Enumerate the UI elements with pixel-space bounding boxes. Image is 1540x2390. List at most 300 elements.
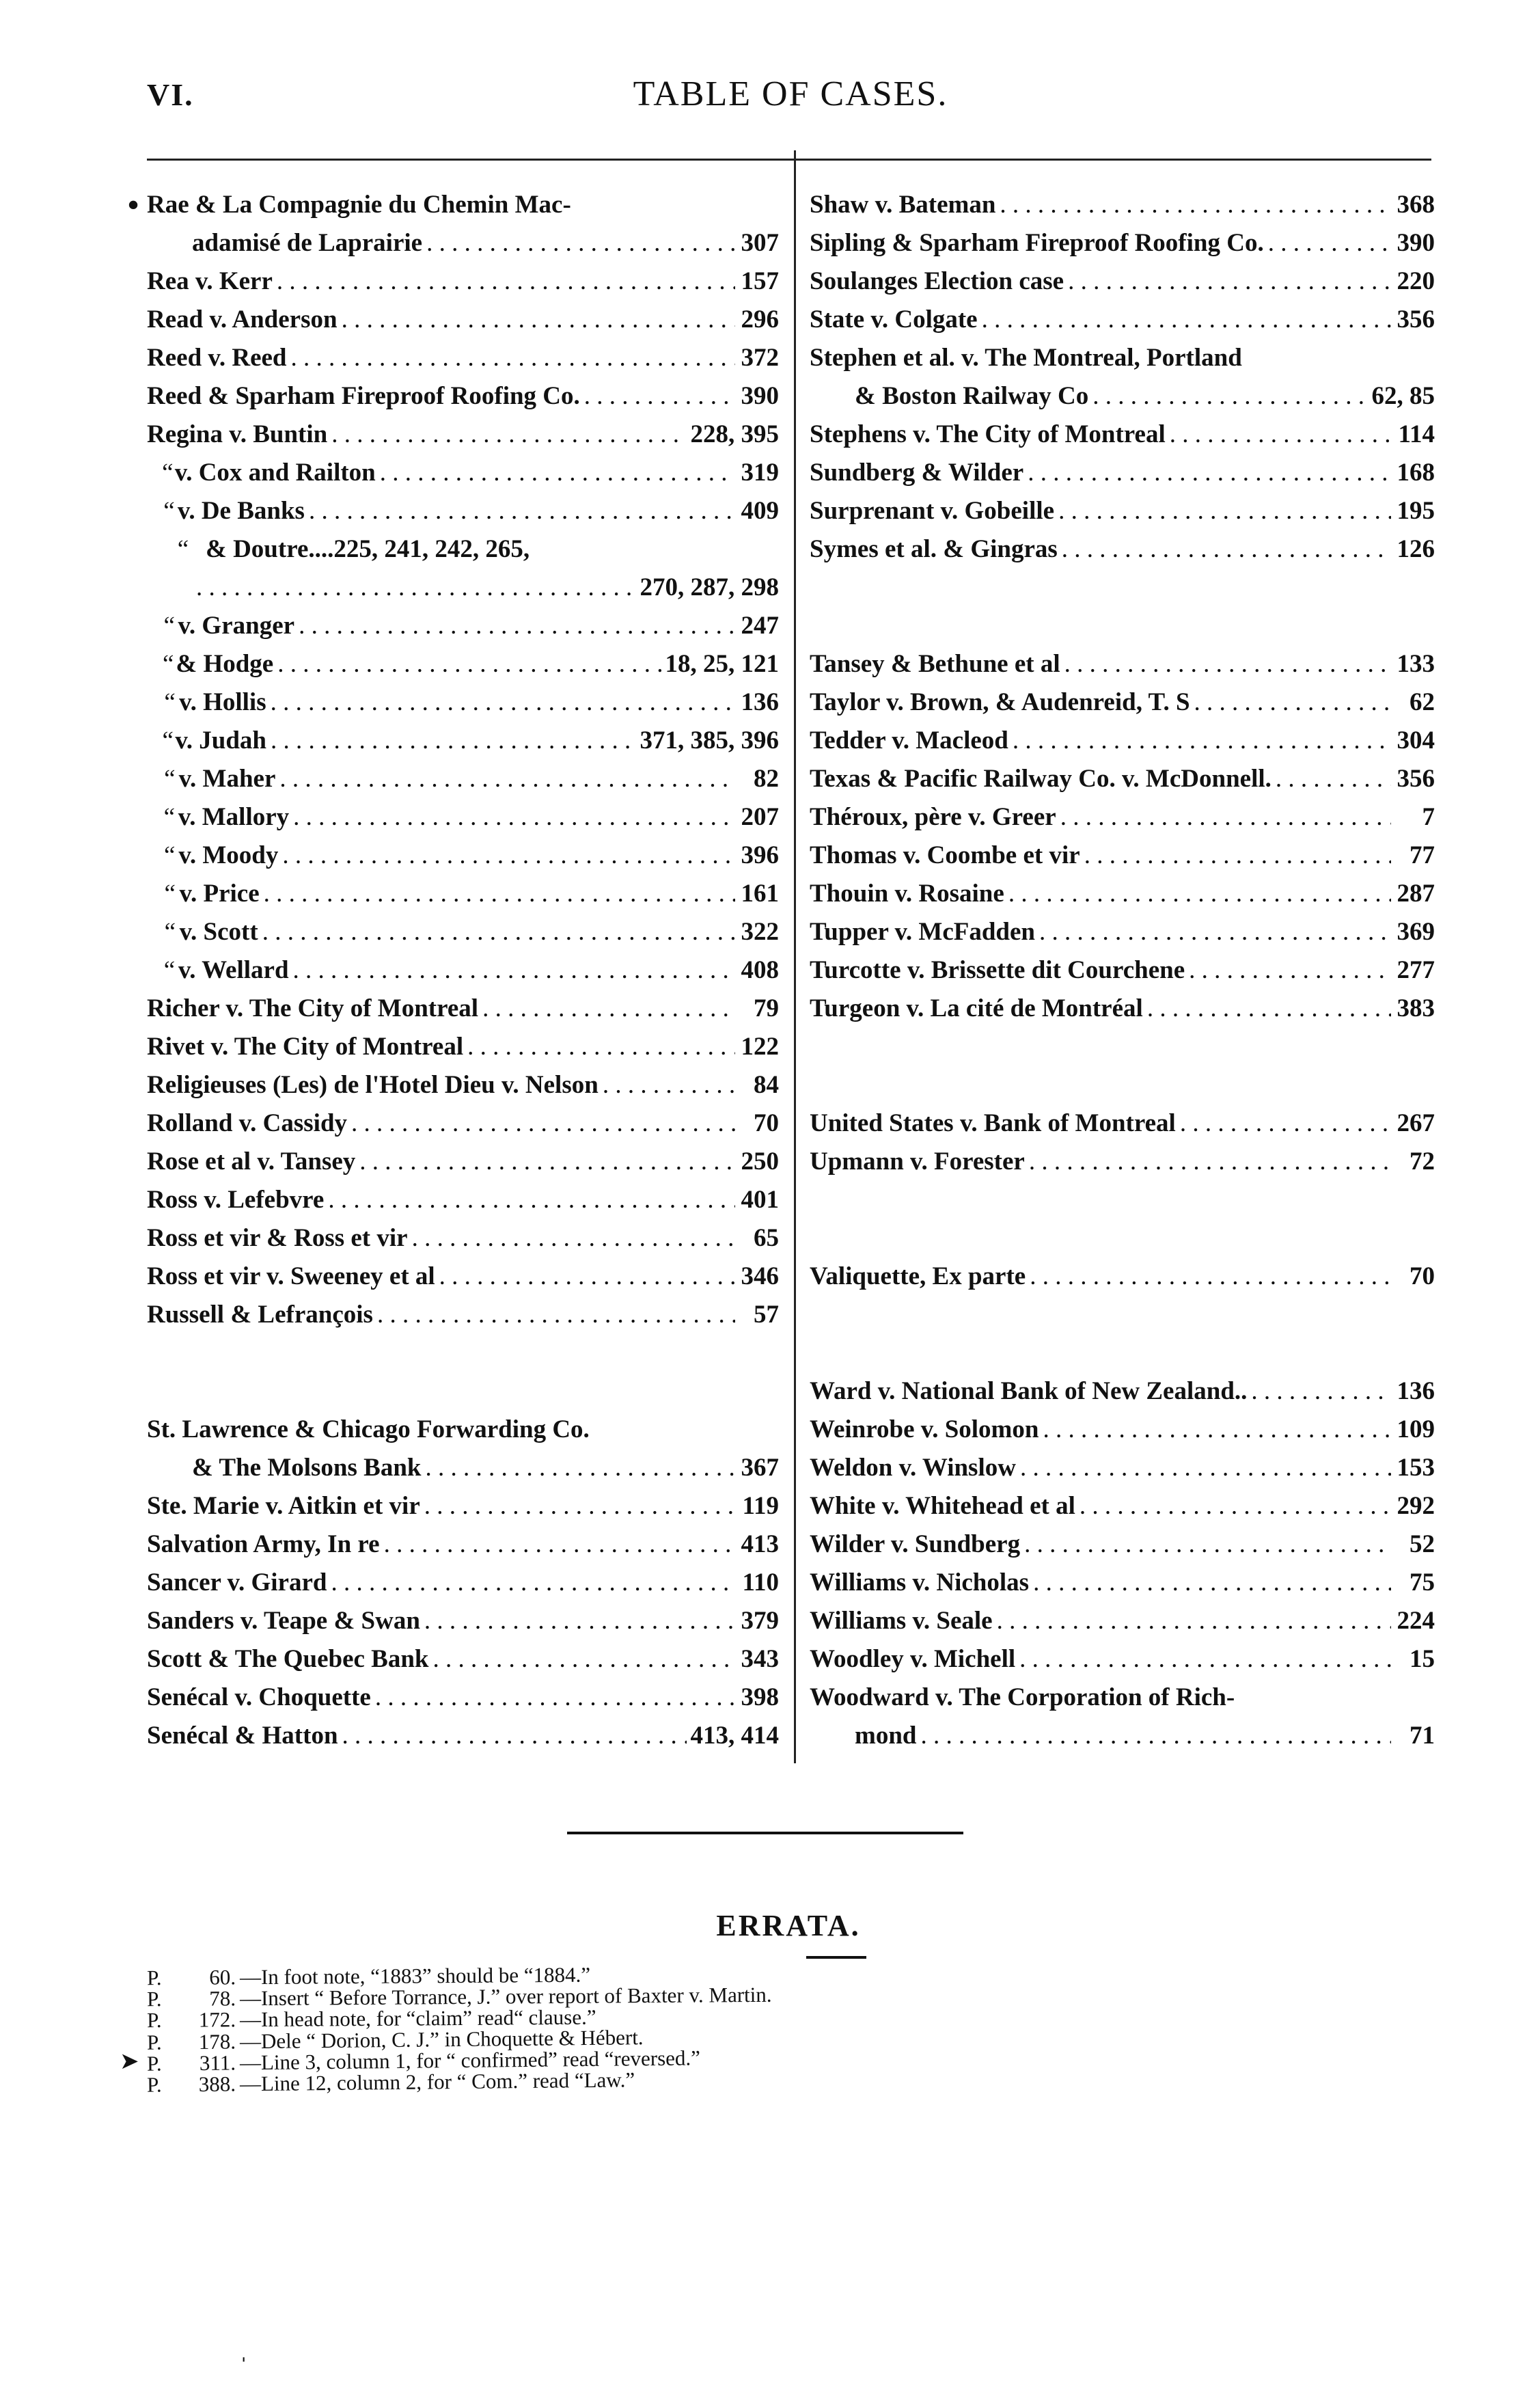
page-ref: 136 <box>1397 1377 1435 1405</box>
page-ref: 70 <box>754 1109 779 1137</box>
case-name: Rivet v. The City of Montreal <box>147 1033 464 1061</box>
dot-leader <box>342 301 735 339</box>
page-ref: 383 <box>1397 994 1435 1022</box>
case-name: v. De Banks <box>177 497 305 525</box>
column-divider <box>794 150 796 1763</box>
case-name: Symes et al. & Gingras <box>810 535 1058 563</box>
case-entry <box>810 454 1435 492</box>
case-name: v. Mallory <box>178 803 290 831</box>
case-entry <box>147 1066 779 1104</box>
dot-leader <box>328 1181 735 1219</box>
case-name: Taylor v. Brown, & Audenreid, T. S <box>810 688 1190 716</box>
case-entry <box>810 1525 1435 1564</box>
stray-mark: ˈ <box>239 2352 249 2382</box>
errata-p: P. <box>146 2072 162 2097</box>
dot-leader <box>482 990 735 1028</box>
case-name: Sipling & Sparham Fireproof Roofing Co. <box>810 229 1264 257</box>
page-ref: 396 <box>741 841 779 869</box>
case-name: Tupper v. McFadden <box>810 918 1036 946</box>
dot-leader <box>1064 645 1391 683</box>
case-name: Ste. Marie v. Aitkin et vir <box>147 1492 420 1520</box>
margin-mark: ➤ <box>120 2049 139 2074</box>
dot-leader <box>982 301 1391 339</box>
case-name: Stephen et al. v. The Montreal, Portland <box>810 344 1242 372</box>
dot-leader <box>380 454 735 492</box>
ditto-mark: “ <box>164 880 176 908</box>
page-ref: 153 <box>1397 1454 1435 1482</box>
case-entry <box>810 683 1435 722</box>
dot-leader <box>384 1525 735 1564</box>
case-entry <box>147 1602 779 1640</box>
case-entry <box>147 1104 779 1143</box>
dot-leader <box>1068 262 1391 301</box>
errata-page-number: 311. <box>199 2050 236 2075</box>
ditto-mark: “ <box>164 688 176 716</box>
dot-leader <box>1268 224 1391 262</box>
dot-leader <box>1276 760 1391 798</box>
case-entry <box>810 1717 1435 1755</box>
case-name: v. Judah <box>175 726 267 755</box>
page-ref: 296 <box>741 305 779 334</box>
case-entry <box>147 607 779 645</box>
page-ref: 322 <box>741 918 779 946</box>
page-ref: 369 <box>1397 918 1435 946</box>
case-name: v. Moody <box>178 841 279 869</box>
case-name: Rea v. Kerr <box>147 267 273 295</box>
case-name: Scott & The Quebec Bank <box>147 1645 429 1673</box>
case-entry <box>147 1296 779 1334</box>
case-name: v. Maher <box>178 765 276 793</box>
case-name: Valiquette, Ex parte <box>810 1262 1026 1290</box>
case-entry <box>810 722 1435 760</box>
errata-p: P. <box>146 2008 162 2033</box>
errata-line <box>147 2067 772 2095</box>
dot-leader <box>1189 951 1391 990</box>
case-entry <box>810 990 1435 1028</box>
dot-leader <box>1024 1525 1391 1564</box>
page-ref: 368 <box>1397 191 1435 219</box>
dot-leader <box>424 1487 735 1525</box>
page-ref: 133 <box>1397 650 1435 678</box>
case-name: Reed v. Reed <box>147 344 287 372</box>
page-ref: 15 <box>1410 1645 1435 1673</box>
case-name: Reed & Sparham Fireproof Roofing Co. <box>147 382 580 410</box>
errata-page-number: 78. <box>209 1986 236 2011</box>
page-ref: 110 <box>742 1569 779 1597</box>
case-name: Russell & Lefrançois <box>147 1301 373 1329</box>
dot-leader <box>293 951 735 990</box>
case-name: Ross et vir v. Sweeney et al <box>147 1262 435 1290</box>
case-entry <box>147 1028 779 1066</box>
case-entry <box>147 262 779 301</box>
page-ref: 119 <box>742 1492 779 1520</box>
case-name: Woodward v. The Corporation of Rich- <box>810 1683 1235 1711</box>
page-ref: 287 <box>1397 880 1435 908</box>
page-ref: 126 <box>1397 535 1435 563</box>
ditto-mark: “ <box>162 650 174 678</box>
case-name: Turgeon v. La cité de Montréal <box>810 994 1143 1022</box>
page-ref: 346 <box>741 1262 779 1290</box>
errata-list <box>146 1962 772 2097</box>
page-ref: 157 <box>741 267 779 295</box>
case-entry <box>147 1487 779 1525</box>
dot-leader <box>997 1602 1391 1640</box>
case-entry <box>147 1640 779 1679</box>
case-entry <box>147 377 779 416</box>
case-entry <box>147 1219 779 1258</box>
page-ref: 379 <box>741 1607 779 1635</box>
errata-text: —Line 3, column 1, for “ confirmed” read “reversed.” <box>239 2046 701 2075</box>
page-ref: 52 <box>1410 1530 1435 1558</box>
case-entry <box>810 798 1435 837</box>
errata-underline <box>806 1956 866 1959</box>
page-ref: 390 <box>741 382 779 410</box>
case-name: & The Molsons Bank <box>192 1454 422 1482</box>
case-entry <box>810 645 1435 683</box>
case-entry <box>810 339 1435 377</box>
page-ref: 161 <box>741 880 779 908</box>
case-entry <box>147 875 779 913</box>
case-name: Wilder v. Sundberg <box>810 1530 1021 1558</box>
case-entry <box>810 1104 1435 1143</box>
page-ref: 277 <box>1397 956 1435 984</box>
page-ref: 114 <box>1398 420 1435 448</box>
page-ref: 224 <box>1397 1607 1435 1635</box>
dot-leader <box>309 492 735 530</box>
case-entry <box>810 1258 1435 1296</box>
dot-leader <box>331 416 686 454</box>
page-ref: 65 <box>754 1224 779 1252</box>
page-ref: 77 <box>1410 841 1435 869</box>
dot-leader <box>412 1219 735 1258</box>
dot-leader <box>196 569 636 607</box>
case-name: Rose et al v. Tansey <box>147 1148 356 1176</box>
case-entry <box>147 569 779 607</box>
case-name: Woodley v. Michell <box>810 1645 1016 1673</box>
page-ref: 307 <box>741 229 779 257</box>
page-ref: 57 <box>754 1301 779 1329</box>
case-name: Richer v. The City of Montreal <box>147 994 479 1022</box>
case-name: Upmann v. Forester <box>810 1148 1025 1176</box>
case-entry <box>147 1679 779 1717</box>
case-name: Salvation Army, In re <box>147 1530 380 1558</box>
ditto-mark: “ <box>162 726 174 755</box>
dot-leader <box>282 837 735 875</box>
case-entry <box>147 1525 779 1564</box>
dot-leader <box>1039 913 1391 951</box>
case-entry <box>810 262 1435 301</box>
case-name: White v. Whitehead et al <box>810 1492 1075 1520</box>
dot-leader <box>271 683 735 722</box>
errata-p: P. <box>146 1966 162 1990</box>
case-entry <box>810 301 1435 339</box>
page-ref: 72 <box>1410 1148 1435 1176</box>
dot-leader <box>1043 1411 1391 1449</box>
dot-leader <box>271 722 635 760</box>
dot-leader <box>351 1104 735 1143</box>
dot-leader <box>424 1602 735 1640</box>
dot-leader <box>375 1679 735 1717</box>
case-entry <box>810 416 1435 454</box>
case-name: v. Hollis <box>179 688 266 716</box>
case-entry <box>147 913 779 951</box>
case-name: Texas & Pacific Railway Co. v. McDonnell. <box>810 765 1271 793</box>
bullet-mark: • <box>127 187 139 222</box>
dot-leader <box>1170 416 1391 454</box>
page-ref: 122 <box>741 1033 779 1061</box>
case-name: Thouin v. Rosaine <box>810 880 1004 908</box>
case-entry <box>810 1487 1435 1525</box>
dot-leader <box>920 1717 1391 1755</box>
case-entry <box>147 683 779 722</box>
errata-page-number: 60. <box>209 1965 236 1990</box>
case-name: adamisé de Laprairie <box>192 229 423 257</box>
case-name: Weldon v. Winslow <box>810 1454 1016 1482</box>
dot-leader <box>1180 1104 1391 1143</box>
case-name: Surprenant v. Gobeille <box>810 497 1055 525</box>
dot-leader <box>1030 1258 1391 1296</box>
page-ref: 71 <box>1410 1722 1435 1750</box>
errata-text: —In head note, for “claim” read“ clause.” <box>239 2005 596 2032</box>
errata-page-number: 172. <box>198 2007 236 2032</box>
case-name: & Hodge <box>176 650 274 678</box>
errata-text: —In foot note, “1883” should be “1884.” <box>239 1962 591 1990</box>
page-ref: 409 <box>741 497 779 525</box>
dot-leader <box>1060 798 1391 837</box>
case-name: United States v. Bank of Montreal <box>810 1109 1176 1137</box>
page-ref: 7 <box>1422 803 1435 831</box>
ditto-mark: “ <box>163 956 176 984</box>
case-entry <box>810 913 1435 951</box>
page-ref: 84 <box>754 1071 779 1099</box>
case-name: Shaw v. Bateman <box>810 191 996 219</box>
page-ref: 220 <box>1397 267 1435 295</box>
ditto-mark: “ <box>164 765 176 793</box>
case-entry <box>147 951 779 990</box>
page-ref: 390 <box>1397 229 1435 257</box>
case-name: Read v. Anderson <box>147 305 338 334</box>
case-entry <box>147 722 779 760</box>
dot-leader <box>277 645 661 683</box>
case-entry <box>147 339 779 377</box>
page-ref: 304 <box>1397 726 1435 755</box>
page-ref: 62 <box>1410 688 1435 716</box>
dot-leader <box>279 760 735 798</box>
dot-leader <box>433 1640 735 1679</box>
page-ref: 75 <box>1410 1569 1435 1597</box>
case-entry <box>127 186 779 224</box>
dot-leader <box>1029 1143 1391 1181</box>
case-entry <box>147 760 779 798</box>
page-ref: 413 <box>741 1530 779 1558</box>
case-name: St. Lawrence & Chicago Forwarding Co. <box>147 1415 590 1443</box>
dot-leader <box>1080 1487 1391 1525</box>
case-entry <box>147 990 779 1028</box>
errata-text: —Insert “ Before Torrance, J.” over report of Baxter v. Martin. <box>239 1982 772 2011</box>
case-entry <box>147 1143 779 1181</box>
case-entry <box>810 186 1435 224</box>
header-rule <box>147 159 1431 161</box>
page-number: VI. <box>147 77 194 112</box>
case-name: Turcotte v. Brissette dit Courchene <box>810 956 1185 984</box>
case-entry <box>147 1717 779 1755</box>
page-ref: 319 <box>741 459 779 487</box>
page-ref: 195 <box>1397 497 1435 525</box>
case-entry <box>147 224 779 262</box>
case-name: v. Granger <box>178 612 295 640</box>
dot-leader <box>1019 1640 1391 1679</box>
dot-leader <box>1058 492 1391 530</box>
page-ref: 413, 414 <box>690 1722 779 1750</box>
ditto-mark: “ <box>163 497 175 525</box>
case-entry <box>810 1564 1435 1602</box>
dot-leader <box>1084 837 1391 875</box>
case-name: Senécal v. Choquette <box>147 1683 371 1711</box>
case-entry <box>810 1411 1435 1449</box>
dot-leader <box>1194 683 1391 722</box>
case-entry <box>810 760 1435 798</box>
case-name: Regina v. Buntin <box>147 420 328 448</box>
case-name: mond <box>855 1722 917 1750</box>
page-title: TABLE OF CASES. <box>633 74 948 113</box>
case-entry <box>810 492 1435 530</box>
page-ref: 398 <box>741 1683 779 1711</box>
page-ref: 356 <box>1397 765 1435 793</box>
case-entry <box>147 1449 779 1487</box>
case-name: State v. Colgate <box>810 305 978 334</box>
case-name: Stephens v. The City of Montreal <box>810 420 1166 448</box>
page-ref: 292 <box>1397 1492 1435 1520</box>
dot-leader <box>1251 1372 1391 1411</box>
dot-leader <box>426 224 735 262</box>
errata-p: P. <box>146 1987 162 2011</box>
page-ref: 371, 385, 396 <box>640 726 779 755</box>
dot-leader <box>342 1717 687 1755</box>
case-name: Williams v. Seale <box>810 1607 993 1635</box>
case-entry <box>147 492 779 530</box>
dot-leader <box>1092 377 1367 416</box>
page-ref: 228, 395 <box>690 420 779 448</box>
right-column <box>810 186 1435 1755</box>
page-ref: 18, 25, 121 <box>665 650 779 678</box>
page-ref: 343 <box>741 1645 779 1673</box>
dot-leader <box>426 1449 736 1487</box>
ditto-mark: “ <box>164 918 176 946</box>
page-ref: 168 <box>1397 459 1435 487</box>
ditto-mark: “ <box>163 612 175 640</box>
case-name: Weinrobe v. Solomon <box>810 1415 1039 1443</box>
dot-leader <box>359 1143 735 1181</box>
case-name: Ross v. Lefebvre <box>147 1186 325 1214</box>
dot-leader <box>1008 875 1391 913</box>
case-name: Thomas v. Coombe et vir <box>810 841 1080 869</box>
case-name: Sundberg & Wilder <box>810 459 1024 487</box>
case-entry <box>810 1143 1435 1181</box>
case-entry <box>810 224 1435 262</box>
page-ref: 62, 85 <box>1371 382 1435 410</box>
case-entry <box>147 416 779 454</box>
case-name: Williams v. Nicholas <box>810 1569 1030 1597</box>
dot-leader <box>584 377 735 416</box>
page-ref: 250 <box>741 1148 779 1176</box>
ditto-mark: “ <box>162 459 174 487</box>
dot-leader <box>1147 990 1391 1028</box>
case-name: Rae & La Compagnie du Chemin Mac- <box>147 191 571 219</box>
case-entry <box>810 1640 1435 1679</box>
left-column <box>127 186 779 1755</box>
case-name: Soulanges Election case <box>810 267 1064 295</box>
dot-leader <box>264 875 735 913</box>
case-name: v. Cox and Railton <box>174 459 376 487</box>
case-name: Ward v. National Bank of New Zealand.. <box>810 1377 1248 1405</box>
case-name: Tedder v. Macleod <box>810 726 1008 755</box>
errata-text: —Dele “ Dorion, C. J.” in Choquette & Hébert. <box>239 2025 644 2054</box>
dot-leader <box>1033 1564 1391 1602</box>
dot-leader <box>277 262 735 301</box>
ditto-mark: “ <box>163 841 176 869</box>
dot-leader <box>1000 186 1391 224</box>
page-ref: 401 <box>741 1186 779 1214</box>
case-name: Rolland v. Cassidy <box>147 1109 348 1137</box>
dot-leader <box>439 1258 735 1296</box>
case-name: Tansey & Bethune et al <box>810 650 1060 678</box>
page-ref: 70 <box>1410 1262 1435 1290</box>
case-entry <box>810 951 1435 990</box>
dot-leader <box>293 798 735 837</box>
dot-leader <box>1013 722 1391 760</box>
case-name: Senécal & Hatton <box>147 1722 338 1750</box>
case-entry <box>147 837 779 875</box>
ditto-mark: “ <box>163 803 176 831</box>
case-name: & Doutre....225, 241, 242, 265, <box>206 535 530 563</box>
dot-leader <box>262 913 735 951</box>
page-ref: 207 <box>741 803 779 831</box>
case-entry <box>147 645 779 683</box>
errata-title: ERRATA. <box>716 1909 861 1942</box>
case-name: Ross et vir & Ross et vir <box>147 1224 408 1252</box>
case-entry <box>147 1181 779 1219</box>
case-entry <box>147 1411 779 1449</box>
case-entry <box>147 1258 779 1296</box>
case-name: v. Price <box>179 880 260 908</box>
case-name: Sanders v. Teape & Swan <box>147 1607 420 1635</box>
dot-leader <box>331 1564 735 1602</box>
page-ref: 267 <box>1397 1109 1435 1137</box>
page-ref: 109 <box>1397 1415 1435 1443</box>
case-name: & Boston Railway Co <box>855 382 1089 410</box>
case-name: v. Wellard <box>178 956 289 984</box>
case-entry <box>810 875 1435 913</box>
errata-text: —Line 12, column 2, for “ Com.” read “Law.” <box>239 2067 635 2096</box>
dot-leader <box>1028 454 1391 492</box>
page-ref: 372 <box>741 344 779 372</box>
page-ref: 367 <box>741 1454 779 1482</box>
case-entry <box>147 798 779 837</box>
case-entry <box>810 377 1435 416</box>
case-entry <box>147 454 779 492</box>
case-name: Religieuses (Les) de l'Hotel Dieu v. Nelson <box>147 1071 599 1099</box>
case-name: Sancer v. Girard <box>147 1569 327 1597</box>
page-ref: 82 <box>754 765 779 793</box>
case-entry <box>810 837 1435 875</box>
case-entry <box>810 1679 1435 1717</box>
dot-leader <box>1020 1449 1391 1487</box>
page-ref: 270, 287, 298 <box>640 573 779 601</box>
page-ref: 79 <box>754 994 779 1022</box>
case-name: v. Scott <box>179 918 258 946</box>
dot-leader <box>291 339 736 377</box>
errata-page-number: 388. <box>198 2072 236 2096</box>
